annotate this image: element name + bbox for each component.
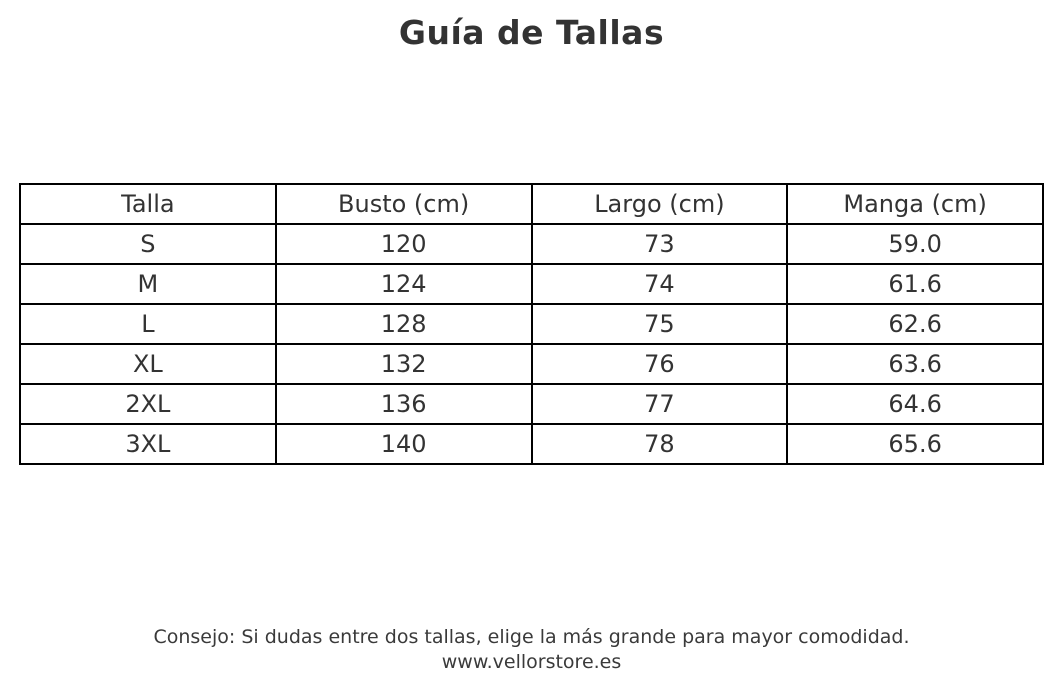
table-row-s xyxy=(20,224,1043,264)
table-cell: 63.6 xyxy=(787,344,1043,384)
table-cell: L xyxy=(20,304,276,344)
table-cell: 61.6 xyxy=(787,264,1043,304)
page-title: Guía de Tallas xyxy=(398,13,665,52)
table-cell: 2XL xyxy=(20,384,276,424)
table-cell: 78 xyxy=(532,424,788,464)
footer-website-text: www.vellorstore.es xyxy=(441,651,622,673)
size-guide-table xyxy=(19,183,1044,465)
table-body xyxy=(20,224,1043,464)
table-cell: 75 xyxy=(532,304,788,344)
table-cell: 140 xyxy=(276,424,532,464)
table-cell: XL xyxy=(20,344,276,384)
table-cell: 59.0 xyxy=(787,224,1043,264)
table-cell: 65.6 xyxy=(787,424,1043,464)
column-header-largo: Largo (cm) xyxy=(532,184,788,224)
table-cell: S xyxy=(20,224,276,264)
table-cell: 77 xyxy=(532,384,788,424)
table-row-xl xyxy=(20,344,1043,384)
table-cell: 136 xyxy=(276,384,532,424)
column-header-manga: Manga (cm) xyxy=(787,184,1043,224)
table-row-2xl xyxy=(20,384,1043,424)
table-row-m xyxy=(20,264,1043,304)
table-row-3xl xyxy=(20,424,1043,464)
footer-advice-text: Consejo: Si dudas entre dos tallas, elige la más grande para mayor comodidad. xyxy=(153,626,910,648)
table-cell: 62.6 xyxy=(787,304,1043,344)
table-cell: 124 xyxy=(276,264,532,304)
table-cell: M xyxy=(20,264,276,304)
table-cell: 64.6 xyxy=(787,384,1043,424)
table-cell: 76 xyxy=(532,344,788,384)
table-header xyxy=(20,184,1043,224)
column-header-talla: Talla xyxy=(20,184,276,224)
table-cell: 3XL xyxy=(20,424,276,464)
table-cell: 73 xyxy=(532,224,788,264)
footer xyxy=(0,625,1063,675)
table-row-l xyxy=(20,304,1043,344)
table-cell: 74 xyxy=(532,264,788,304)
header-row xyxy=(20,184,1043,224)
column-header-busto: Busto (cm) xyxy=(276,184,532,224)
table-cell: 128 xyxy=(276,304,532,344)
table-cell: 132 xyxy=(276,344,532,384)
table-cell: 120 xyxy=(276,224,532,264)
